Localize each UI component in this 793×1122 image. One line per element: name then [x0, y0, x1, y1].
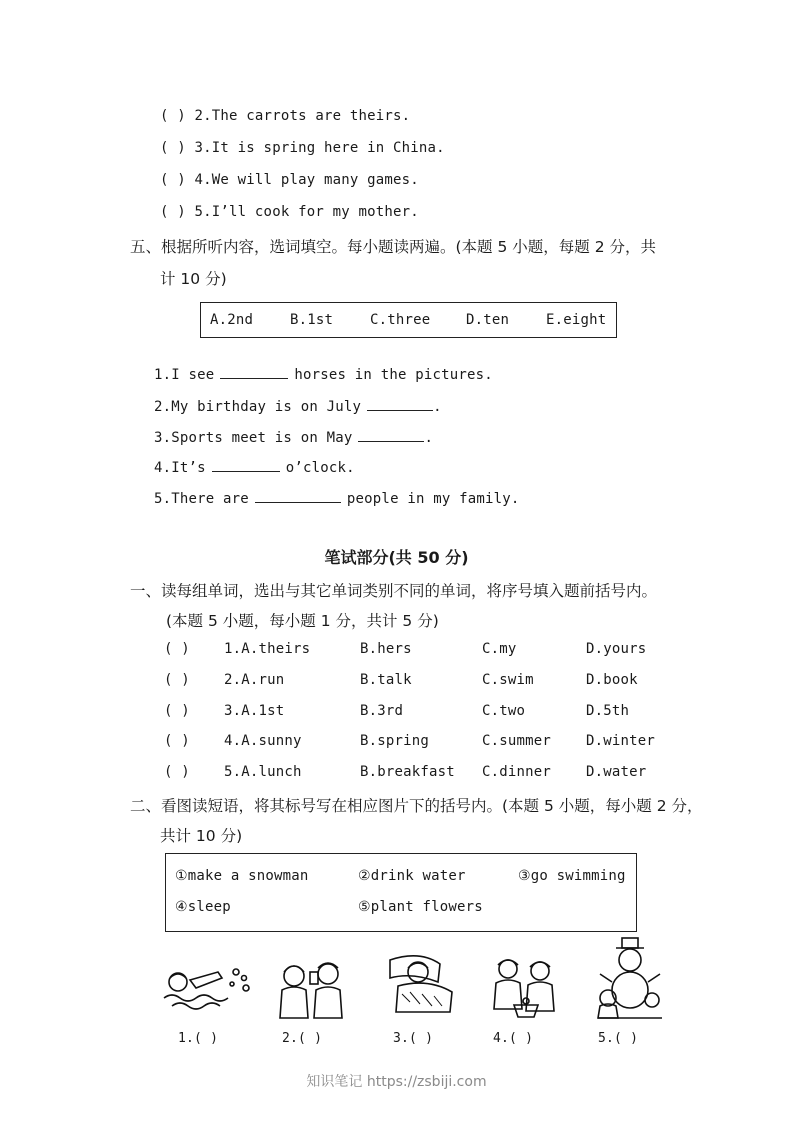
- option-a: 5.A.lunch: [224, 764, 302, 780]
- part2-title-cont: 共计 10 分): [160, 827, 243, 845]
- answer-blank[interactable]: [367, 396, 433, 411]
- answer-blank[interactable]: [212, 457, 280, 472]
- part2-title: 二、看图读短语，将其标号写在相应图片下的括号内。(本题 5 小题，每小题 2 分，: [130, 797, 703, 815]
- answer-blank[interactable]: [220, 364, 288, 379]
- answer-blank[interactable]: [255, 488, 341, 503]
- table-row: [164, 672, 638, 688]
- written-part-title: 笔试部分(共 50 分): [324, 548, 469, 567]
- option-b: B.talk: [360, 672, 412, 688]
- phrase-1: ①make a snowman: [175, 868, 309, 884]
- answer-paren[interactable]: ( ): [160, 140, 186, 156]
- option-a: 4.A.sunny: [224, 733, 302, 749]
- item-text: .: [424, 430, 434, 446]
- option-c: C.three: [370, 312, 431, 328]
- table-row: [164, 703, 630, 719]
- item-text: .: [433, 399, 442, 415]
- option-d: D.water: [586, 764, 647, 780]
- option-d: D.winter: [586, 733, 656, 749]
- phrase-2: ②drink water: [358, 868, 466, 884]
- section5-title-cont: 计 10 分): [160, 270, 227, 288]
- item-text: 1.I see: [154, 367, 215, 383]
- phrase-box: [165, 853, 637, 932]
- item-text: horses in the pictures.: [294, 367, 493, 383]
- table-row: [164, 733, 656, 749]
- answer-paren[interactable]: ( ): [160, 108, 186, 124]
- footer-watermark: 知识笔记 https://zsbiji.com: [306, 1074, 487, 1090]
- answer-paren[interactable]: ( ): [164, 672, 190, 688]
- fill-item-3: [154, 427, 433, 446]
- table-row: [164, 764, 647, 780]
- answer-paren[interactable]: ( ): [164, 703, 190, 719]
- item-text: people in my family.: [346, 491, 520, 507]
- section5-title: 五、根据所听内容，选词填空。每小题读两遍。(本题 5 小题，每题 2 分，共: [130, 238, 656, 256]
- option-d: D.yours: [586, 641, 647, 657]
- answer-paren[interactable]: ( ): [160, 172, 186, 188]
- option-a: 2.A.run: [224, 672, 285, 688]
- option-a: 1.A.theirs: [224, 641, 311, 657]
- picture-label-1[interactable]: 1.( ): [178, 1031, 219, 1046]
- plant-flowers-picture: [490, 955, 562, 1021]
- table-row: [164, 641, 647, 657]
- option-a: A.2nd: [210, 312, 254, 328]
- option-b: B.breakfast: [360, 764, 455, 780]
- fill-item-2: [154, 396, 442, 415]
- part1-title-cont: (本题 5 小题，每小题 1 分，共计 5 分): [166, 612, 439, 630]
- option-c: C.dinner: [482, 764, 552, 780]
- part1-title: 一、读每组单词，选出与其它单词类别不同的单词，将序号填入题前括号内。: [130, 582, 658, 600]
- sleep-picture: [384, 950, 456, 1020]
- fill-item-5: [154, 488, 520, 507]
- option-d: D.book: [586, 672, 638, 688]
- option-b: B.hers: [360, 641, 412, 657]
- tf-item-5: [160, 204, 419, 220]
- answer-paren[interactable]: ( ): [164, 641, 190, 657]
- option-d: D.5th: [586, 703, 630, 719]
- phrase-4: ④sleep: [175, 899, 231, 915]
- picture-label-2[interactable]: 2.( ): [282, 1031, 323, 1046]
- option-c: C.two: [482, 703, 526, 719]
- item-text: 3.Sports meet is on May: [154, 430, 353, 446]
- option-e: E.eight: [546, 312, 607, 328]
- item-text: 4.It’s: [154, 460, 206, 476]
- swimming-picture: [160, 960, 255, 1020]
- drink-water-picture: [272, 958, 352, 1020]
- tf-item-3: [160, 140, 445, 156]
- item-text: 5.I’ll cook for my mother.: [194, 204, 419, 220]
- picture-label-3[interactable]: 3.( ): [393, 1031, 434, 1046]
- option-b: B.spring: [360, 733, 430, 749]
- option-c: C.summer: [482, 733, 552, 749]
- item-text: 5.There are: [154, 491, 249, 507]
- phrase-3: ③go swimming: [518, 868, 626, 884]
- option-c: C.swim: [482, 672, 534, 688]
- option-b: B.1st: [290, 312, 334, 328]
- item-text: 2.My birthday is on July: [154, 399, 362, 415]
- option-c: C.my: [482, 641, 517, 657]
- phrase-5: ⑤plant flowers: [358, 899, 483, 915]
- answer-blank[interactable]: [358, 427, 424, 442]
- picture-label-5[interactable]: 5.( ): [598, 1031, 639, 1046]
- tf-item-4: [160, 172, 419, 188]
- answer-paren[interactable]: ( ): [160, 204, 186, 220]
- fill-item-1: [154, 364, 493, 383]
- snowman-picture: [594, 936, 666, 1020]
- word-bank-box: [200, 302, 617, 338]
- answer-paren[interactable]: ( ): [164, 764, 190, 780]
- answer-paren[interactable]: ( ): [164, 733, 190, 749]
- item-text: o’clock.: [285, 460, 355, 476]
- item-text: 4.We will play many games.: [194, 172, 419, 188]
- picture-label-4[interactable]: 4.( ): [493, 1031, 534, 1046]
- option-d: D.ten: [466, 312, 510, 328]
- option-a: 3.A.1st: [224, 703, 285, 719]
- fill-item-4: [154, 457, 355, 476]
- item-text: 2.The carrots are theirs.: [194, 108, 411, 124]
- option-b: B.3rd: [360, 703, 404, 719]
- tf-item-2: [160, 108, 410, 124]
- item-text: 3.It is spring here in China.: [194, 140, 445, 156]
